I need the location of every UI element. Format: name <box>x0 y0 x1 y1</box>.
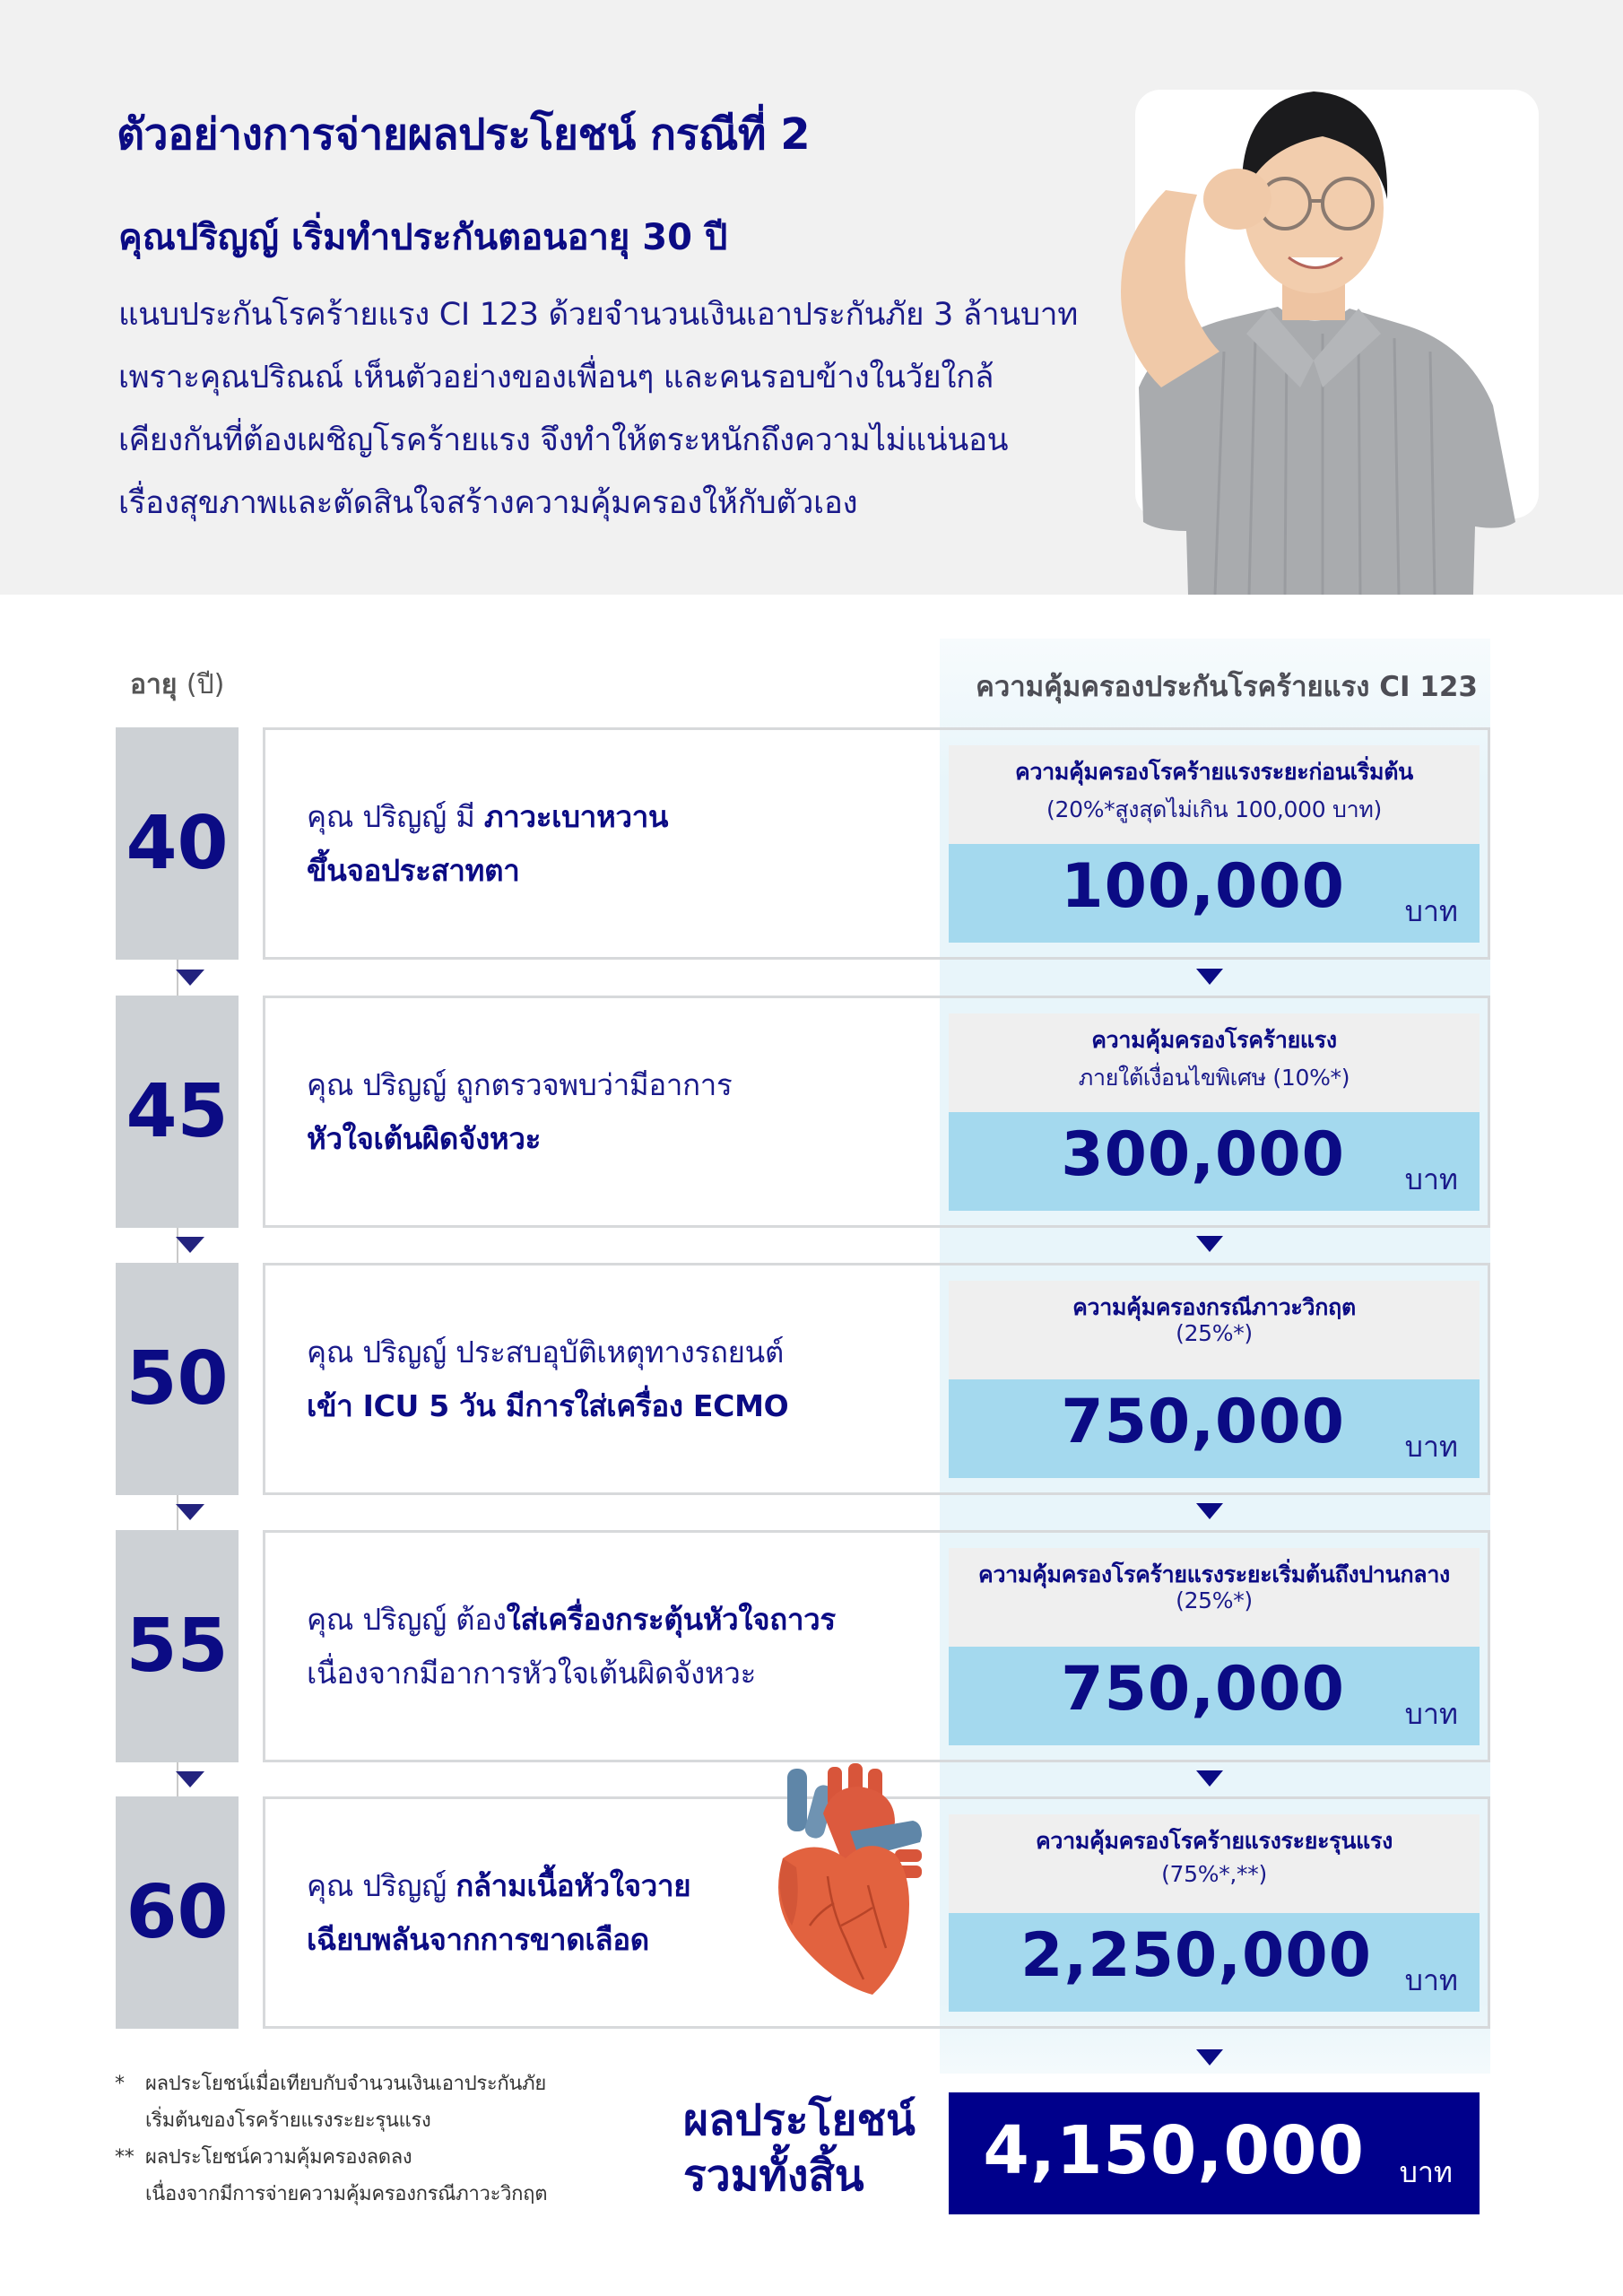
age-badge: 50 <box>116 1263 239 1495</box>
event-card <box>263 1530 1490 1762</box>
event-description: คุณ ปริญญ์ ถูกตรวจพบว่ามีอาการ หัวใจเต้นผิดจังหวะ <box>307 1066 733 1156</box>
age-badge: 60 <box>116 1796 239 2029</box>
amount-value: 750,000 <box>1061 1654 1345 1725</box>
down-arrow-icon <box>1196 2049 1223 2066</box>
event-description: คุณ ปริญญ์ ต้องใส่เครื่องกระตุ้นหัวใจถาวร เนื่องจากมีอาการหัวใจเต้นผิดจังหวะ <box>307 1601 836 1691</box>
timeline-row <box>116 1263 1490 1495</box>
amount-unit: บาท <box>1404 1162 1458 1196</box>
coverage-title: ความคุ้มครองกรณีภาวะวิกฤต <box>1072 1294 1356 1320</box>
coverage-title: ความคุ้มครองโรคร้ายแรงระยะก่อนเริ่มต้น <box>1015 759 1413 785</box>
coverage-note: ภายใต้เงื่อนไขพิเศษ (10%*) <box>1078 1065 1350 1091</box>
total-label: ผลประโยชน์ รวมทั้งสิ้น <box>683 2095 916 2201</box>
coverage-note: (25%*) <box>1176 1320 1253 1346</box>
amount-unit: บาท <box>1404 894 1458 928</box>
amount-value: 100,000 <box>1061 851 1345 922</box>
person-photo <box>1054 65 1565 595</box>
footnote-item: * ผลประโยชน์เมื่อเทียบกับจำนวนเงินเอาประกันภัย <box>115 2066 653 2102</box>
description-line: แนบประกันโรคร้ายแรง CI 123 ด้วยจำนวนเงินเอาประกันภัย 3 ล้านบาท <box>118 297 1078 333</box>
heart-icon <box>760 1760 931 2000</box>
event-description: คุณ ปริญญ์ กล้ามเนื้อหัวใจวาย เฉียบพลันจากการขาดเลือด <box>307 1867 691 1957</box>
amount-unit: บาท <box>1404 1430 1458 1464</box>
coverage-title: ความคุ้มครองโรคร้ายแรง <box>1091 1027 1337 1053</box>
coverage-amount <box>949 1112 1480 1211</box>
footnote-item-continued: เริ่มต้นของโรคร้ายแรงระยะรุนแรง <box>145 2109 431 2132</box>
timeline-row <box>116 996 1490 1228</box>
coverage-amount <box>949 1379 1480 1478</box>
down-arrow-icon <box>1196 1503 1223 1519</box>
footnotes <box>115 2066 653 2213</box>
amount-value: 300,000 <box>1061 1119 1345 1190</box>
coverage-amount <box>949 844 1480 943</box>
coverage-title: ความคุ้มครองโรคร้ายแรงระยะรุนแรง <box>1035 1828 1393 1854</box>
age-badge: 40 <box>116 727 239 960</box>
coverage-card <box>949 1281 1480 1478</box>
coverage-amount <box>949 1647 1480 1745</box>
age-header-unit: (ปี) <box>186 669 225 700</box>
timeline-row <box>116 1530 1490 1762</box>
total-amount-box <box>949 2092 1480 2214</box>
footnote-mark: ** <box>115 2146 135 2169</box>
event-card <box>263 727 1490 960</box>
age-column-header <box>130 664 224 706</box>
age-badge: 45 <box>116 996 239 1228</box>
coverage-card <box>949 1548 1480 1745</box>
down-arrow-icon <box>1196 1236 1223 1252</box>
event-card <box>263 996 1490 1228</box>
coverage-note: (20%*สูงสุดไม่เกิน 100,000 บาท) <box>1046 796 1382 822</box>
amount-unit: บาท <box>1404 1697 1458 1731</box>
age-badge: 55 <box>116 1530 239 1762</box>
description-line: เพราะคุณปริณณ์ เห็นตัวอย่างของเพื่อนๆ และคนรอบข้างในวัยใกล้ <box>118 360 994 396</box>
down-arrow-icon <box>176 970 204 986</box>
amount-unit: บาท <box>1404 1963 1458 1997</box>
coverage-card <box>949 745 1480 943</box>
event-card <box>263 1263 1490 1495</box>
down-arrow-icon <box>1196 1770 1223 1787</box>
down-arrow-icon <box>176 1504 204 1520</box>
coverage-card <box>949 1013 1480 1211</box>
down-arrow-icon <box>176 1237 204 1253</box>
event-description: คุณ ปริญญ์ มี ภาวะเบาหวาน ขึ้นจอประสาทตา <box>307 798 669 888</box>
down-arrow-icon <box>1196 969 1223 985</box>
footnote-item-continued: เนื่องจากมีการจ่ายความคุ้มครองกรณีภาวะวิกฤต <box>145 2183 548 2205</box>
age-header-label: อายุ <box>130 669 178 700</box>
total-amount-unit: บาท <box>1399 2155 1453 2189</box>
case-description <box>118 282 1105 527</box>
page-title: ตัวอย่างการจ่ายผลประโยชน์ กรณีที่ 2 <box>117 109 811 160</box>
amount-value: 2,250,000 <box>1020 1920 1372 1991</box>
coverage-note: (25%*) <box>1176 1587 1253 1613</box>
coverage-card <box>949 1814 1480 2012</box>
coverage-column-header: ความคุ้มครองประกันโรคร้ายแรง CI 123 <box>976 671 1478 703</box>
footnote-mark: * <box>115 2073 125 2095</box>
amount-value: 750,000 <box>1061 1387 1345 1457</box>
description-line: เรื่องสุขภาพและตัดสินใจสร้างความคุ้มครองให้กับตัวเอง <box>118 485 858 521</box>
case-subtitle: คุณปริญญ์ เริ่มทำประกันตอนอายุ 30 ปี <box>118 217 728 258</box>
timeline-row <box>116 727 1490 960</box>
coverage-amount <box>949 1913 1480 2012</box>
hero-section <box>0 0 1623 595</box>
description-line: เคียงกันที่ต้องเผชิญโรคร้ายแรง จึงทำให้ตระหนักถึงความไม่แน่นอน <box>118 422 1009 458</box>
total-amount-value: 4,150,000 <box>983 2112 1365 2189</box>
down-arrow-icon <box>176 1771 204 1787</box>
coverage-note: (75%*,**) <box>1161 1861 1267 1887</box>
footnote-item: ** ผลประโยชน์ความคุ้มครองลดลง <box>115 2139 653 2176</box>
event-description: คุณ ปริญญ์ ประสบอุบัติเหตุทางรถยนต์ เข้า ICU 5 วัน มีการใส่เครื่อง ECMO <box>307 1334 789 1423</box>
coverage-title: ความคุ้มครองโรคร้ายแรงระยะเริ่มต้นถึงปานกลาง <box>978 1561 1450 1587</box>
